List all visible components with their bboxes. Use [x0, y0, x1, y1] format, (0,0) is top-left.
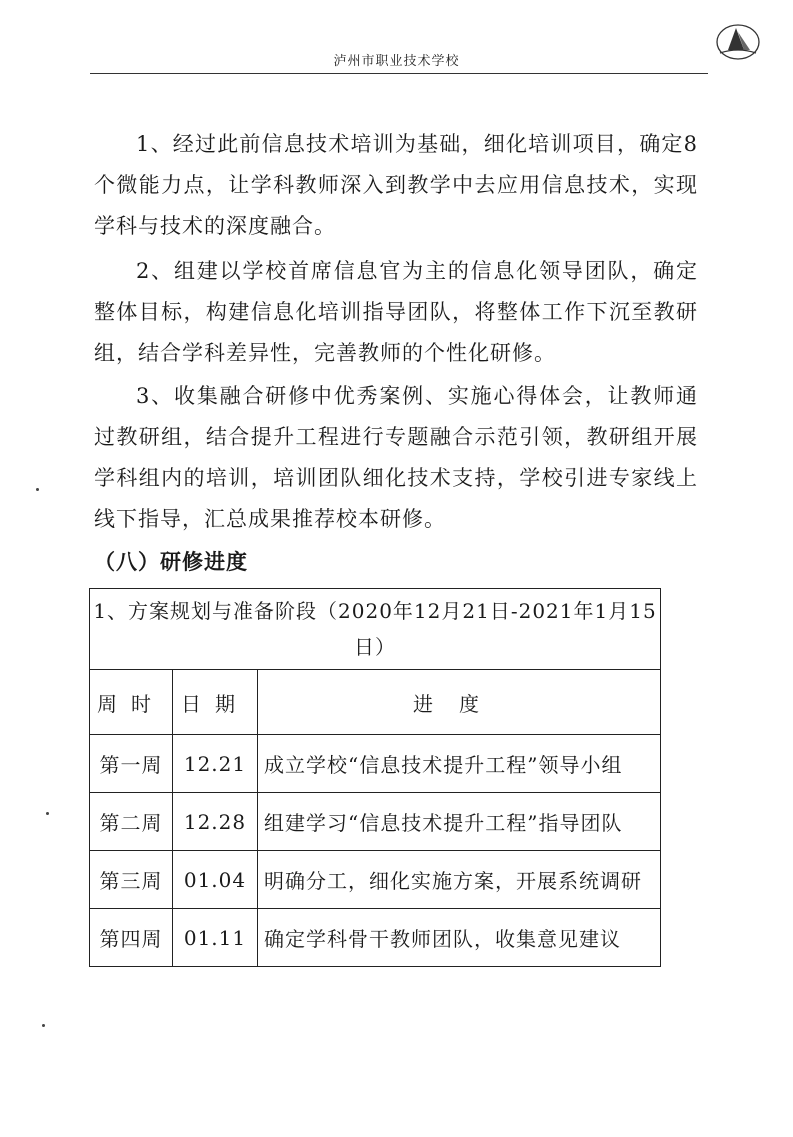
row-progress: 组建学习“信息技术提升工程”指导团队: [258, 793, 661, 851]
header-week: 周时: [90, 670, 173, 735]
row-progress: 明确分工，细化实施方案，开展系统调研: [258, 851, 661, 909]
row-week: 第一周: [90, 735, 173, 793]
row-week: 第二周: [90, 793, 173, 851]
header-date: 日期: [173, 670, 258, 735]
table-row: [90, 735, 661, 793]
table-header-row: [90, 670, 661, 735]
row-week: 第四周: [90, 909, 173, 967]
paragraph-2: 2、组建以学校首席信息官为主的信息化领导团队，确定整体目标，构建信息化培训指导团队，将整体工作下沉至教研组，结合学科差异性，完善教师的个性化研修。: [94, 259, 698, 365]
header-school-name: 泸州市职业技术学校: [333, 54, 460, 69]
header-divider: [90, 73, 708, 74]
row-date: 01.11: [173, 909, 258, 967]
phase-title-row: [90, 589, 661, 670]
scan-speck: [46, 812, 49, 815]
table-row: [90, 793, 661, 851]
row-date: 12.21: [173, 735, 258, 793]
row-date: 12.28: [173, 793, 258, 851]
paragraph-1: 1、经过此前信息技术培训为基础，细化培训项目，确定8个微能力点，让学科教师深入到教学中去应用信息技术，实现学科与技术的深度融合。: [94, 132, 698, 238]
header-progress: 进度: [258, 670, 661, 735]
table-row: [90, 851, 661, 909]
section-heading: （八）研修进度: [94, 550, 248, 574]
row-progress: 成立学校“信息技术提升工程”领导小组: [258, 735, 661, 793]
phase-title: 1、方案规划与准备阶段（2020年12月21日-2021年1月15日）: [90, 589, 661, 670]
progress-table: [89, 588, 661, 967]
row-week: 第三周: [90, 851, 173, 909]
row-progress: 确定学科骨干教师团队，收集意见建议: [258, 909, 661, 967]
table-row: [90, 909, 661, 967]
row-date: 01.04: [173, 851, 258, 909]
scan-speck: [36, 488, 39, 491]
paragraph-3: 3、收集融合研修中优秀案例、实施心得体会，让教师通过教研组，结合提升工程进行专题融合示范引领，教研组开展学科组内的培训，培训团队细化技术支持，学校引进专家线上线下指导，汇总成果推荐校本研修。: [94, 384, 698, 531]
scan-speck: [42, 1024, 45, 1027]
